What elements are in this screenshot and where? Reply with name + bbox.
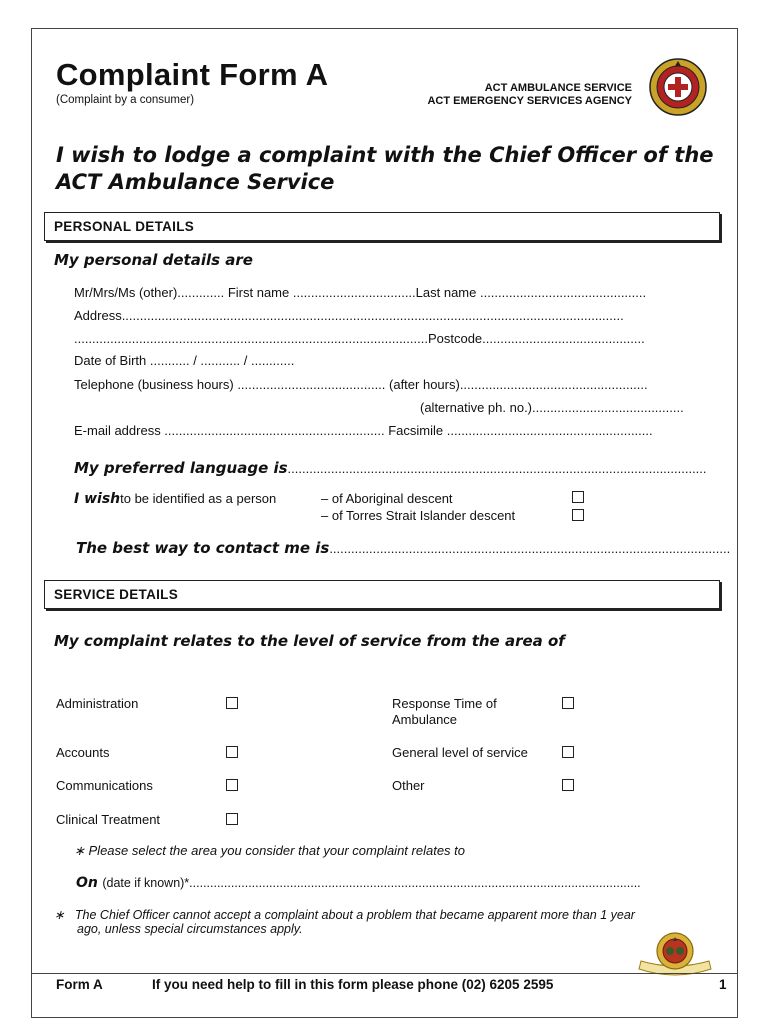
- postcode-field[interactable]: ..................................................................................................Postcode.............................................: [74, 331, 645, 346]
- select-area-note: ∗ Please select the area you consider that your complaint relates to: [74, 843, 466, 858]
- section-label-personal: PERSONAL DETAILS: [54, 219, 195, 234]
- other-checkbox[interactable]: [562, 779, 574, 791]
- accounts-checkbox[interactable]: [226, 746, 238, 758]
- contact-row[interactable]: [76, 539, 730, 558]
- language-label: My preferred language is: [74, 459, 288, 477]
- option-communications-label: Communications: [56, 778, 153, 793]
- option-accounts-label: Accounts: [56, 745, 110, 760]
- form-page: [31, 28, 738, 1018]
- option-other-label: Other: [392, 778, 425, 793]
- form-subtitle: (Complaint by a consumer): [56, 94, 195, 106]
- administration-checkbox[interactable]: [226, 697, 238, 709]
- aboriginal-checkbox[interactable]: [572, 491, 584, 503]
- alternative-phone-field[interactable]: (alternative ph. no.)..........................................: [420, 400, 684, 415]
- personal-details-section: [44, 212, 720, 241]
- asterisk-icon: ∗: [74, 843, 89, 858]
- personal-details-heading: My personal details are: [54, 251, 253, 269]
- footer-form-label: Form A: [56, 977, 103, 992]
- option-administration-label: Administration: [56, 696, 139, 711]
- section-label-service: SERVICE DETAILS: [54, 587, 179, 602]
- emergency-services-seal-icon: [635, 931, 715, 979]
- option-clinical-treatment-label: Clinical Treatment: [56, 812, 161, 827]
- communications-checkbox[interactable]: [226, 779, 238, 791]
- telephone-field[interactable]: Telephone (business hours) ......................................... (after hours)....................................................: [74, 377, 648, 392]
- address-field[interactable]: Address...........................................................................................................................................: [74, 308, 624, 323]
- footnote-asterisk-icon: ∗: [54, 908, 75, 922]
- clinical-treatment-checkbox[interactable]: [226, 813, 238, 825]
- identify-bold-label: I wish: [74, 491, 121, 507]
- option-response-time-label-2: Ambulance: [392, 712, 458, 727]
- org-name-agency: ACT EMERGENCY SERVICES AGENCY: [427, 95, 632, 107]
- torres-strait-option-label: – of Torres Strait Islander descent: [321, 508, 516, 523]
- language-field[interactable]: ....................................................................................................................: [287, 461, 707, 476]
- aboriginal-option-label: – of Aboriginal descent: [321, 491, 453, 506]
- name-field[interactable]: Mr/Mrs/Ms (other)............. First name ..................................Last name ..............................................: [74, 285, 647, 300]
- intro-statement: I wish to lodge a complaint with the Chief Officer of the ACT Ambulance Service: [56, 143, 714, 194]
- contact-field[interactable]: ...............................................................................................................: [329, 541, 731, 556]
- service-details-section: [44, 580, 720, 609]
- option-general-service-label: General level of service: [392, 745, 528, 760]
- date-of-birth-field[interactable]: Date of Birth ........... / ........... / ............: [74, 353, 295, 368]
- identify-row: [74, 490, 276, 508]
- page-number: 1: [719, 977, 727, 992]
- ambulance-service-badge-icon: [648, 57, 708, 117]
- response-time-checkbox[interactable]: [562, 697, 574, 709]
- footer-divider: [32, 973, 737, 974]
- general-service-checkbox[interactable]: [562, 746, 574, 758]
- option-response-time-label-1: Response Time of: [392, 696, 497, 711]
- email-field[interactable]: E-mail address ............................................................. Facsimile .........................................................: [74, 423, 653, 438]
- service-heading: My complaint relates to the level of service from the area of: [54, 632, 565, 650]
- torres-strait-checkbox[interactable]: [572, 509, 584, 521]
- contact-label: The best way to contact me is: [76, 539, 330, 557]
- org-name-ambulance: ACT AMBULANCE SERVICE: [484, 82, 632, 94]
- footnote-line-1: ∗ The Chief Officer cannot accept a complaint about a problem that became apparent more than 1 year: [54, 908, 635, 922]
- date-field[interactable]: (date if known)*..................................................................................................................................: [102, 876, 641, 890]
- language-row[interactable]: [74, 459, 707, 478]
- date-row[interactable]: [76, 874, 641, 892]
- identify-text: to be identified as a person: [120, 491, 277, 506]
- on-label: On: [76, 875, 98, 891]
- form-title: Complaint Form A: [56, 57, 329, 92]
- footer-help-text: If you need help to fill in this form please phone (02) 6205 2595: [152, 977, 554, 992]
- footnote-line-2: ago, unless special circumstances apply.: [77, 922, 303, 936]
